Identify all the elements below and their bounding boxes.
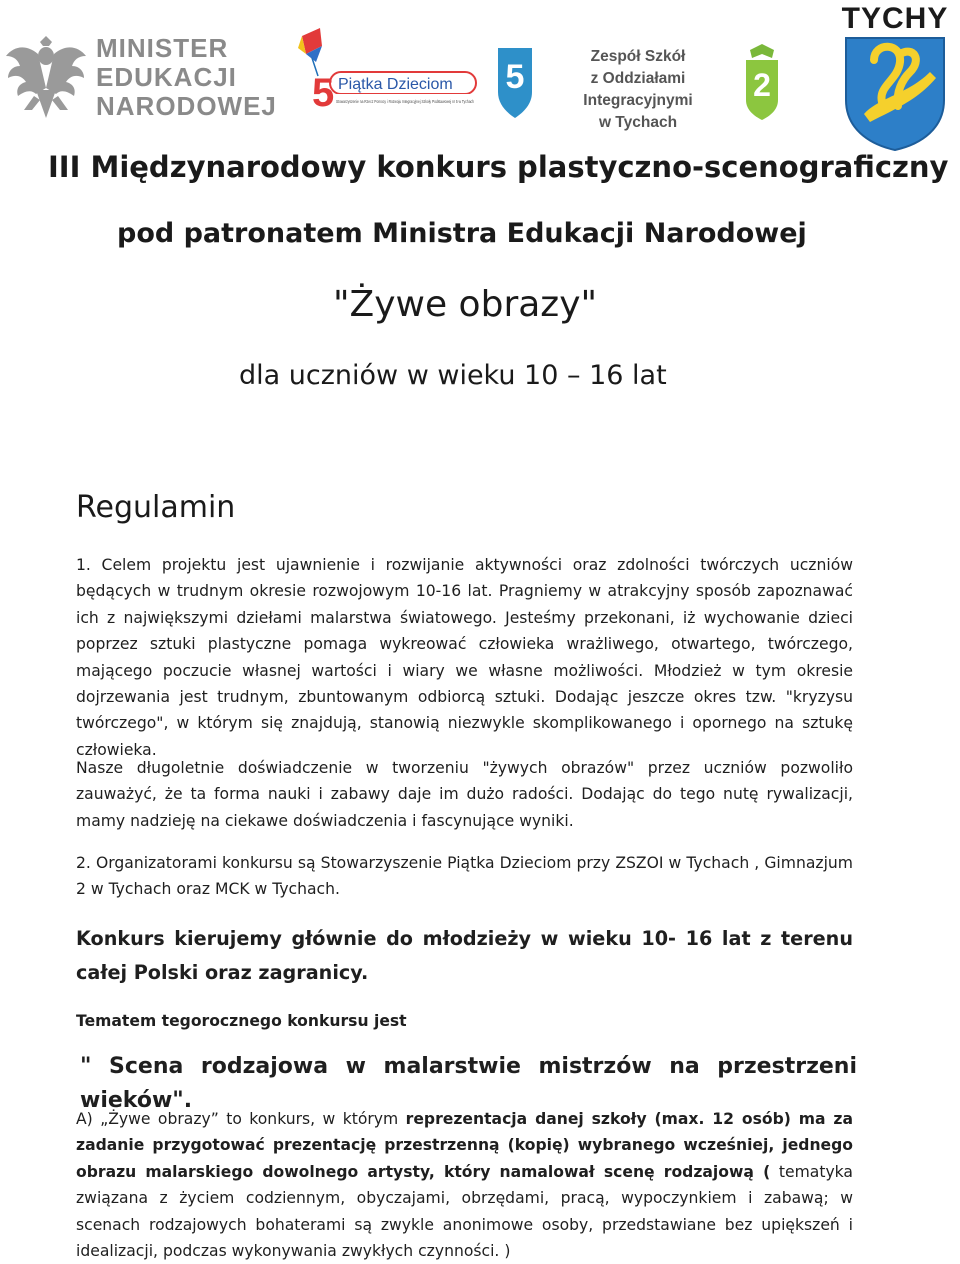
zszoi-logo-line: w Tychach	[598, 114, 678, 131]
section-heading: Regulamin	[76, 490, 236, 525]
contest-name: "Żywe obrazy"	[333, 284, 598, 325]
tychy-city-logo	[838, 2, 952, 152]
tychy-logo-text: TYCHY	[841, 2, 949, 35]
paragraph-audience: Konkurs kierujemy głównie do młodzieży w wieku 10- 16 lat z terenu całej Polski oraz zagranicy.	[76, 927, 853, 984]
zszoi-logo-text	[542, 46, 734, 134]
age-group-line: dla uczniów w wieku 10 – 16 lat	[239, 360, 667, 391]
tychy-coat-of-arms-icon	[838, 2, 952, 152]
ministry-logo-line: EDUKACJI	[96, 62, 237, 92]
zszoi-badge-right: 2	[753, 67, 771, 103]
rules-a-bold: reprezentacja danej szkoły (max. 12 osób) ma za zadanie przygotować prezentację przestrzenną (kopię) wybranego wcześniej, jednego obrazu malarskiego dowolnego artysty, który namalował scenę rodzajową (	[76, 1110, 854, 1181]
paragraph-rules-a	[76, 1106, 853, 1264]
kite-icon	[292, 28, 482, 116]
piatka-tagline: Stowarzyszenie na Rzecz Pomocy i Rozwoju Integracyjnej Szkoły Podstawowej nr 5 w Tychach	[336, 99, 475, 104]
piatka-dzieciom-logo	[292, 28, 482, 116]
zszoi-tychy-logo	[494, 42, 794, 131]
piatka-number: 5	[312, 71, 335, 115]
ministry-logo-text	[96, 34, 277, 121]
theme-title: " Scena rodzajowa w malarstwie mistrzów na przestrzeni wieków".	[80, 1054, 857, 1113]
zszoi-logo-line: z Oddziałami Integracyjnymi	[583, 70, 693, 109]
paragraph-experience: Nasze długoletnie doświadczenie w tworzeniu "żywych obrazów" przez uczniów pozwoliło zauważyć, że ta forma nauki i zabawy daje im dużo radości. Dodając do tego nutę rywalizacji, mamy nadzieję na ciekawe doświadczenia i fascynujące wyniki.	[76, 759, 853, 830]
contest-title: III Międzynarodowy konkurs plastyczno-scenograficzny	[48, 150, 949, 184]
ministry-logo-line: MINISTER	[96, 33, 229, 63]
zszoi-badge-left: 5	[505, 58, 525, 96]
polish-eagle-emblem-icon	[4, 30, 88, 122]
theme-intro: Tematem tegorocznego konkursu jest	[76, 1012, 407, 1030]
rules-a-text: A) „Żywe obrazy” to konkurs, w którym	[76, 1110, 406, 1128]
zszoi-logo-line: Zespół Szkół	[590, 48, 686, 65]
paragraph-goal: 1. Celem projektu jest ujawnienie i rozwijanie aktywności oraz zdolności twórczych uczniów będących w trudnym okresie rozwojowym 10-16 lat. Pragniemy w atrakcyjny sposób zapoznawać ich z największymi dziełami malarstwa światowego. Jesteśmy przekonani, iż wychowanie dzieci poprzez sztuki plastyczne pomaga wykreować człowieka wrażliwego, otwartego, twórczego, mającego poczucie własnej wartości i wiary we własne możliwości. Młodzież w tym okresie dojrzewania jest trudnym, zbuntowanym odbiorcą sztuki. Dodając jeszcze okres tzw. "kryzysu twórczego", w którym się znajdują, stanowią niezwykle skomplikowanego i opornego na sztukę człowieka.	[76, 556, 853, 759]
piatka-name: Piątka Dzieciom	[338, 76, 453, 93]
ministry-of-education-logo	[4, 30, 280, 122]
paragraph-organizers: 2. Organizatorami konkursu są Stowarzyszenie Piątka Dzieciom przy ZSZOI w Tychach , Gimnazjum 2 w Tychach oraz MCK w Tychach.	[76, 854, 853, 899]
rules-a-text-2: tematyka związana z życiem codziennym, obyczajami, obrzędami, pracą, wypoczynkiem i zabawą; w scenach rodzajowych bohaterami są zwykle anonimowe osoby, przedstawiane bez upiększeń i idealizacji, podczas wykonywania zwykłych	[76, 1162, 853, 1261]
patronage-line: pod patronatem Ministra Edukacji Narodowej	[117, 218, 807, 249]
rules-a-end: czynności. )	[418, 1242, 511, 1261]
ministry-logo-line: NARODOWEJ	[96, 91, 277, 121]
